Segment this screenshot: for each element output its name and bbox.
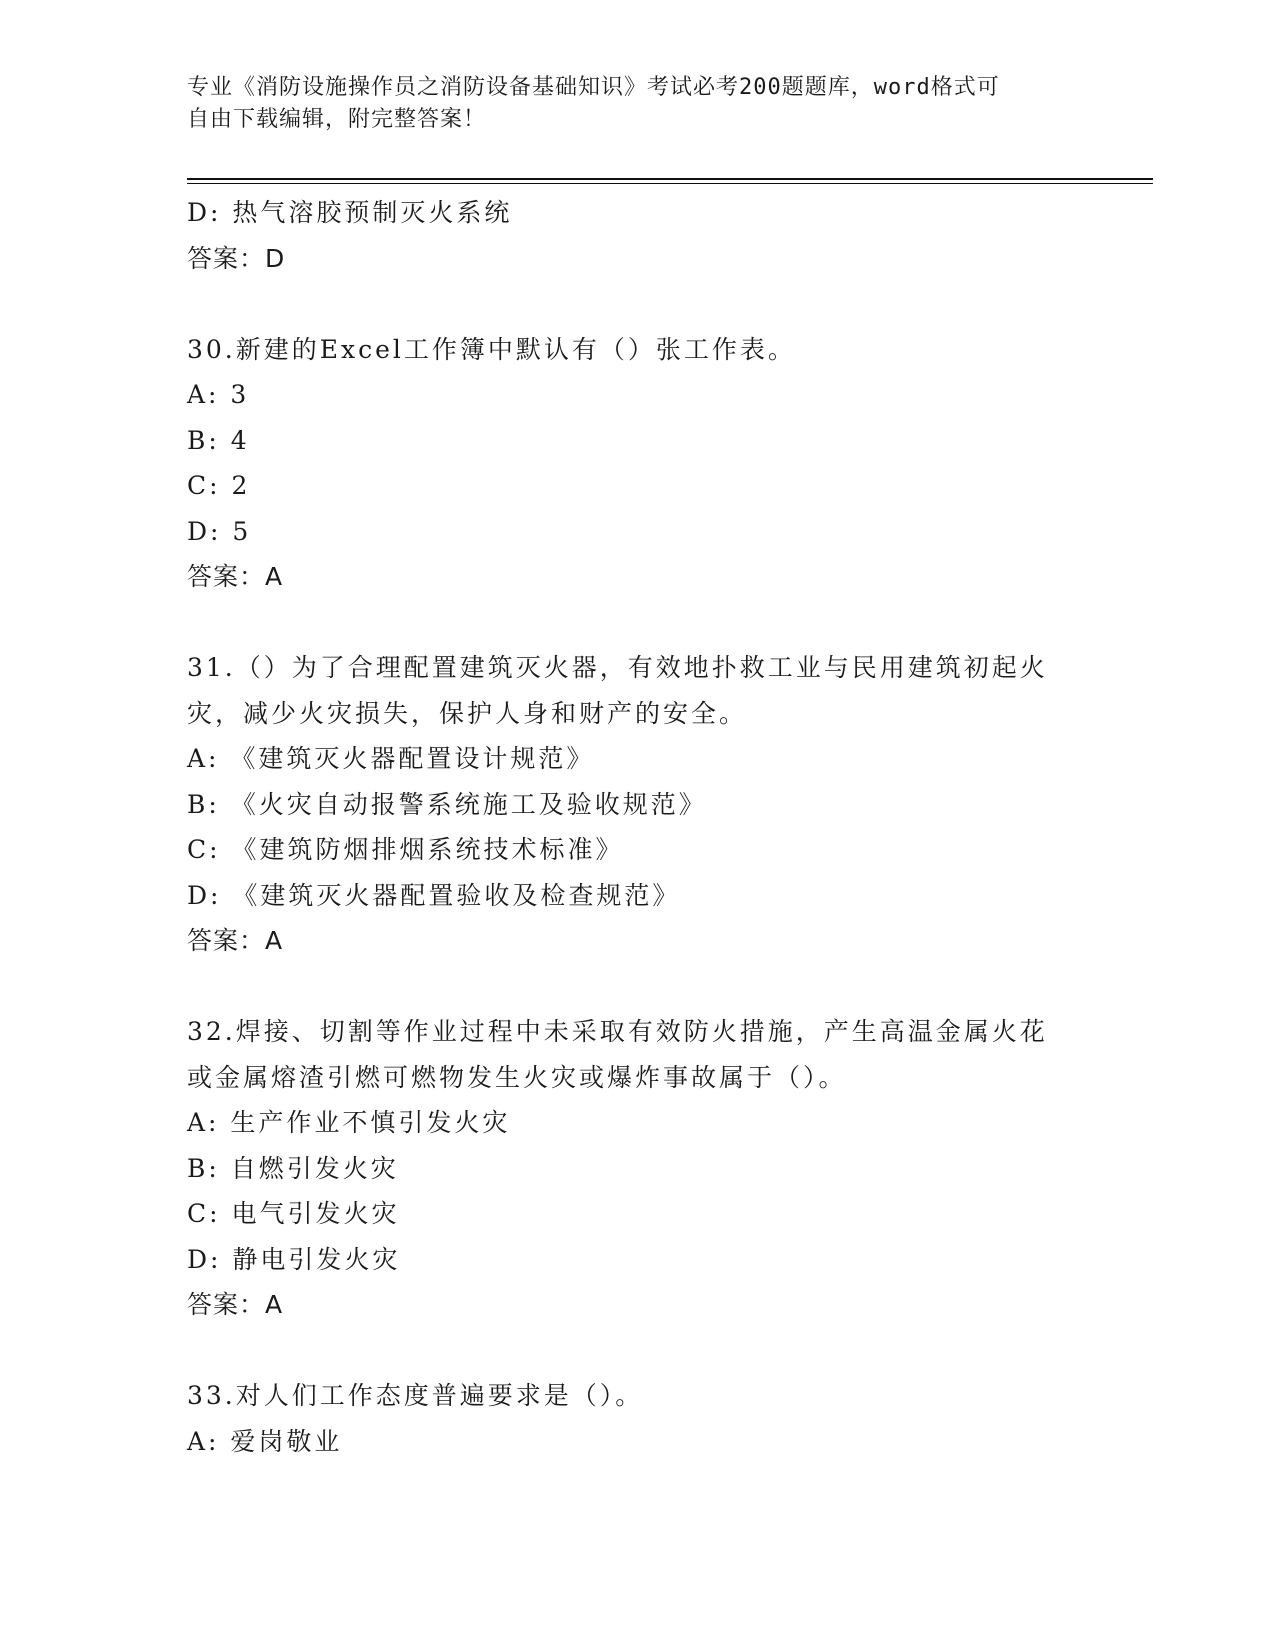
question-stem: 30.新建的Excel工作簿中默认有（）张工作表。 (187, 334, 796, 364)
option-b: B: 《火灾自动报警系统施工及验收规范》 (187, 789, 707, 819)
question-stem: 或金属熔渣引燃可燃物发生火灾或爆炸事故属于（）。 (187, 1062, 847, 1092)
option-a: A: 生产作业不慎引发火灾 (187, 1108, 511, 1137)
option-c: C: 2 (187, 471, 251, 500)
question-list (187, 190, 1087, 1464)
answer-line: 答案：A (187, 1290, 284, 1319)
question-32 (187, 1009, 1087, 1328)
answer-line: 答案：A (187, 562, 284, 591)
option-c: C: 电气引发火灾 (187, 1199, 400, 1228)
question-stem: 灾，减少火灾损失，保护人身和财产的安全。 (187, 698, 748, 728)
question-stem: 32.焊接、切割等作业过程中未采取有效防火措施，产生高温金属火花 (187, 1017, 1048, 1046)
option-a: A: 3 (187, 380, 250, 409)
spacer (187, 1328, 1087, 1374)
header-rule-thick (187, 178, 1153, 180)
question-previous (187, 190, 1087, 281)
answer-line: 答案：A (187, 926, 284, 955)
question-33 (187, 1373, 1087, 1464)
spacer (187, 600, 1087, 646)
question-30 (187, 327, 1087, 600)
option-b: B: 自燃引发火灾 (187, 1153, 399, 1183)
document-header (187, 72, 1087, 136)
option-d: D: 《建筑灭火器配置验收及检查规范》 (187, 880, 681, 910)
option-d: D: 热气溶胶预制灭火系统 (187, 198, 513, 227)
answer-line: 答案：D (187, 243, 286, 273)
question-31 (187, 645, 1087, 964)
option-d: D: 5 (187, 516, 252, 546)
header-line-1: 专业《消防设施操作员之消防设备基础知识》考试必考200题题库，word格式可 (187, 75, 1000, 100)
spacer (187, 281, 1087, 327)
option-d: D: 静电引发火灾 (187, 1244, 401, 1274)
header-line-2: 自由下载编辑，附完整答案！ (187, 107, 487, 132)
option-a: A: 爱岗敬业 (187, 1426, 343, 1456)
header-rule-thin (187, 183, 1153, 184)
question-stem: 31.（）为了合理配置建筑灭火器，有效地扑救工业与民用建筑初起火 (187, 653, 1048, 682)
option-a: A: 《建筑灭火器配置设计规范》 (187, 744, 595, 773)
spacer (187, 964, 1087, 1010)
question-stem: 33.对人们工作态度普遍要求是（）。 (187, 1381, 644, 1410)
option-c: C: 《建筑防烟排烟系统技术标准》 (187, 835, 624, 864)
option-b: B: 4 (187, 425, 250, 455)
